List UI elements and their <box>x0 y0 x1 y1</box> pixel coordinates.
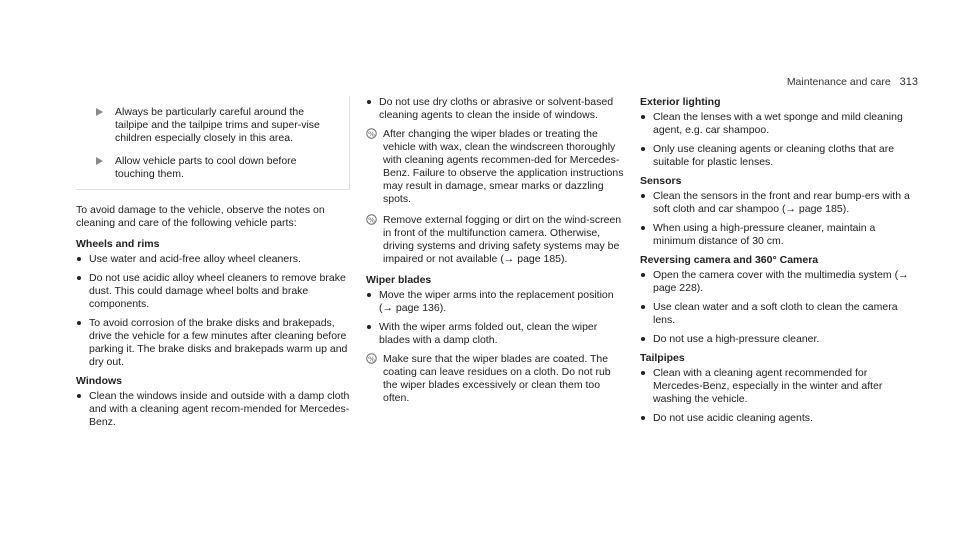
note-item <box>96 155 339 181</box>
list-item-text: Use clean water and a soft cloth to clean the camera lens. <box>653 301 898 326</box>
list-item <box>366 321 628 347</box>
heading-tailpipes: Tailpipes <box>640 352 685 364</box>
list-item <box>76 390 350 429</box>
list-item <box>640 269 916 295</box>
tip-icon <box>366 214 377 225</box>
page-number: 313 <box>899 76 918 88</box>
column-1 <box>76 96 350 435</box>
column-3 <box>640 96 916 431</box>
svg-text:%: % <box>368 354 375 364</box>
list-item-text: Do not use acidic cleaning agents. <box>653 412 813 424</box>
note-text: Always be particularly careful around the tailpipe and the tailpipe trims and super-vise children especially closely in this area. <box>115 106 320 144</box>
intro-paragraph: To avoid damage to the vehicle, observe the notes on cleaning and care of the following vehicle parts: <box>76 204 325 229</box>
heading-exterior-lighting: Exterior lighting <box>640 96 721 108</box>
heading-sensors: Sensors <box>640 175 682 187</box>
tip-note <box>366 128 628 206</box>
heading-windows: Windows <box>76 375 122 387</box>
list-item <box>640 111 916 137</box>
column-2 <box>366 96 628 413</box>
list-item-text: When using a high-pressure cleaner, maintain a minimum distance of 30 cm. <box>653 222 876 247</box>
tip-text: Remove external fogging or dirt on the wind-screen in front of the multifunction camera. Otherwise, driving systems and driving safety systems may be impaired or not available (→ page 185). <box>383 214 622 265</box>
bullet-icon <box>641 273 645 277</box>
list-item-text: Move the wiper arms into the replacement position (→ page 136). <box>379 289 614 314</box>
list-item-text: Do not use a high-pressure cleaner. <box>653 333 820 345</box>
list-item-text: Clean the sensors in the front and rear bump-ers with a soft cloth and car shampoo (→ page 185). <box>653 190 910 215</box>
bullet-icon <box>367 325 371 329</box>
list-item <box>640 222 916 248</box>
tip-text: After changing the wiper blades or treating the vehicle with wax, clean the windscreen thoroughly with cleaning agents recommen-ded for Mercedes-Benz. Failure to observe the application instructions may result in damage, smear marks or dazzling spots. <box>383 128 624 205</box>
bullet-icon <box>77 257 81 261</box>
list-item <box>366 96 628 122</box>
list-item-text: To avoid corrosion of the brake disks and brakepads, drive the vehicle for a few minutes after cleaning before parking it. The brake disks and brakepads warm up and dry out. <box>89 317 348 368</box>
bullet-icon <box>641 194 645 198</box>
bullet-icon <box>641 147 645 151</box>
tip-note <box>366 353 628 405</box>
list-item-text: Only use cleaning agents or cleaning cloths that are suitable for plastic lenses. <box>653 143 895 168</box>
svg-text:%: % <box>368 215 375 225</box>
bullet-icon <box>641 226 645 230</box>
arrow-right-icon <box>96 157 103 165</box>
list-item <box>640 367 916 406</box>
list-item-text: Do not use dry cloths or abrasive or solvent-based cleaning agents to clean the inside of windows. <box>379 96 614 121</box>
arrow-right-icon <box>96 108 103 116</box>
heading-wheels-and-rims: Wheels and rims <box>76 238 160 250</box>
list-item <box>640 143 916 169</box>
warning-note-box <box>76 96 350 190</box>
list-item <box>76 272 350 311</box>
list-item <box>366 289 628 315</box>
list-item <box>640 190 916 216</box>
heading-wiper-blades: Wiper blades <box>366 274 432 286</box>
tip-icon <box>366 353 377 364</box>
list-item-text: Use water and acid-free alloy wheel cleaners. <box>89 253 301 265</box>
page-header <box>787 76 918 88</box>
heading-reversing-camera: Reversing camera and 360° Camera <box>640 254 819 266</box>
list-item-text: Do not use acidic alloy wheel cleaners to remove brake dust. This could damage wheel bolts and brake components. <box>89 272 346 310</box>
bullet-icon <box>77 394 81 398</box>
section-title: Maintenance and care <box>786 76 891 88</box>
list-item <box>640 333 916 346</box>
list-item <box>640 412 916 425</box>
list-item <box>76 253 350 266</box>
list-item-text: Clean with a cleaning agent recommended for Mercedes-Benz, especially in the winter and after washing the vehicle. <box>653 367 883 405</box>
bullet-icon <box>367 293 371 297</box>
tip-text: Make sure that the wiper blades are coated. The coating can leave residues on a cloth. Do not rub the wiper blades excessively or clean them too often. <box>383 353 611 404</box>
bullet-icon <box>641 305 645 309</box>
bullet-icon <box>641 371 645 375</box>
tip-note <box>366 214 628 266</box>
tip-icon <box>366 128 377 139</box>
list-item-text: With the wiper arms folded out, clean the wiper blades with a damp cloth. <box>379 321 598 346</box>
bullet-icon <box>77 276 81 280</box>
bullet-icon <box>641 337 645 341</box>
bullet-icon <box>641 416 645 420</box>
bullet-icon <box>77 321 81 325</box>
list-item <box>76 317 350 369</box>
list-item-text: Clean the lenses with a wet sponge and mild cleaning agent, e.g. car shampoo. <box>653 111 903 136</box>
note-text: Allow vehicle parts to cool down before touching them. <box>115 155 297 180</box>
svg-text:%: % <box>368 129 375 139</box>
note-item <box>96 106 339 145</box>
bullet-icon <box>641 115 645 119</box>
list-item-text: Open the camera cover with the multimedia system (→ page 228). <box>653 269 909 294</box>
list-item <box>640 301 916 327</box>
bullet-icon <box>367 100 371 104</box>
list-item-text: Clean the windows inside and outside with a damp cloth and with a cleaning agent recom-mended for Mercedes-Benz. <box>89 390 350 428</box>
